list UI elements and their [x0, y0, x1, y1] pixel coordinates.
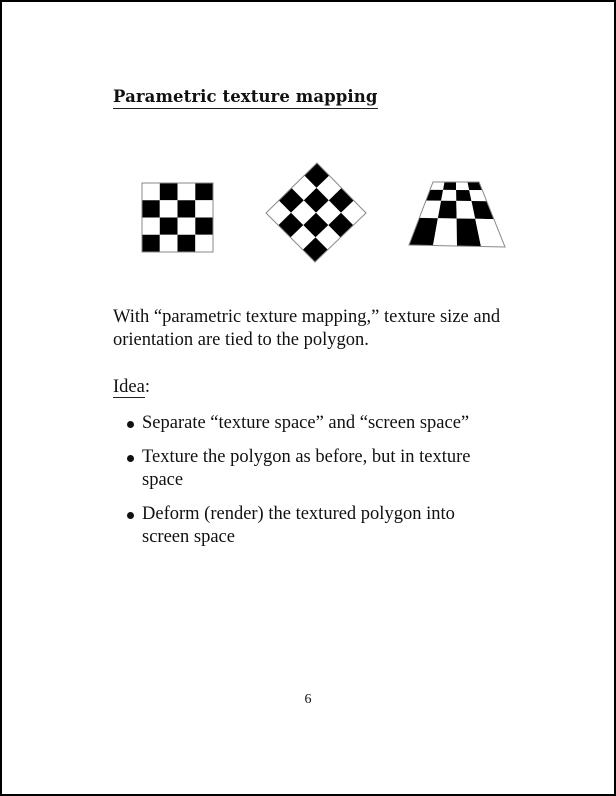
checkerboard-figures — [0, 0, 616, 300]
list-item — [126, 446, 506, 492]
bullet-list — [126, 412, 506, 560]
square-checkerboard — [142, 183, 213, 252]
dark-cell — [178, 235, 196, 252]
idea-label: Idea — [113, 377, 145, 397]
list-item — [126, 503, 506, 549]
light-cell — [142, 218, 160, 235]
dark-cell — [456, 190, 471, 201]
bullet-text: Deform (render) the textured polygon into screen space — [142, 504, 455, 547]
light-cell — [160, 200, 178, 217]
light-cell — [178, 183, 196, 200]
page-title: Parametric texture mapping — [113, 87, 378, 109]
page-number: 6 — [304, 692, 312, 707]
dark-cell — [438, 201, 457, 219]
dark-cell — [468, 182, 483, 190]
light-cell — [441, 190, 456, 201]
dark-cell — [160, 218, 178, 235]
light-cell — [456, 182, 469, 190]
bullet-icon — [127, 455, 134, 462]
bullet-icon — [127, 512, 134, 519]
light-cell — [178, 218, 196, 235]
bullet-text: Texture the polygon as before, but in texture space — [142, 447, 471, 490]
light-cell — [142, 183, 160, 200]
bullet-text: Separate “texture space” and “screen space” — [142, 413, 470, 433]
intro-paragraph: With “parametric texture mapping,” texture size and orientation are tied to the polygon. — [113, 307, 501, 350]
dark-cell — [160, 183, 178, 200]
dark-cell — [426, 190, 443, 201]
dark-cell — [142, 200, 160, 217]
rotated-checkerboard — [266, 163, 366, 262]
idea-heading — [113, 376, 150, 398]
dark-cell — [178, 200, 196, 217]
dark-cell — [409, 218, 438, 246]
list-item — [126, 412, 506, 435]
light-cell — [195, 200, 213, 217]
dark-cell — [142, 235, 160, 252]
light-cell — [160, 235, 178, 252]
dark-cell — [443, 182, 456, 190]
dark-cell — [195, 183, 213, 200]
dark-cell — [195, 218, 213, 235]
perspective-checkerboard — [409, 182, 505, 247]
idea-colon: : — [144, 377, 150, 397]
bullet-icon — [127, 421, 134, 428]
light-cell — [195, 235, 213, 252]
